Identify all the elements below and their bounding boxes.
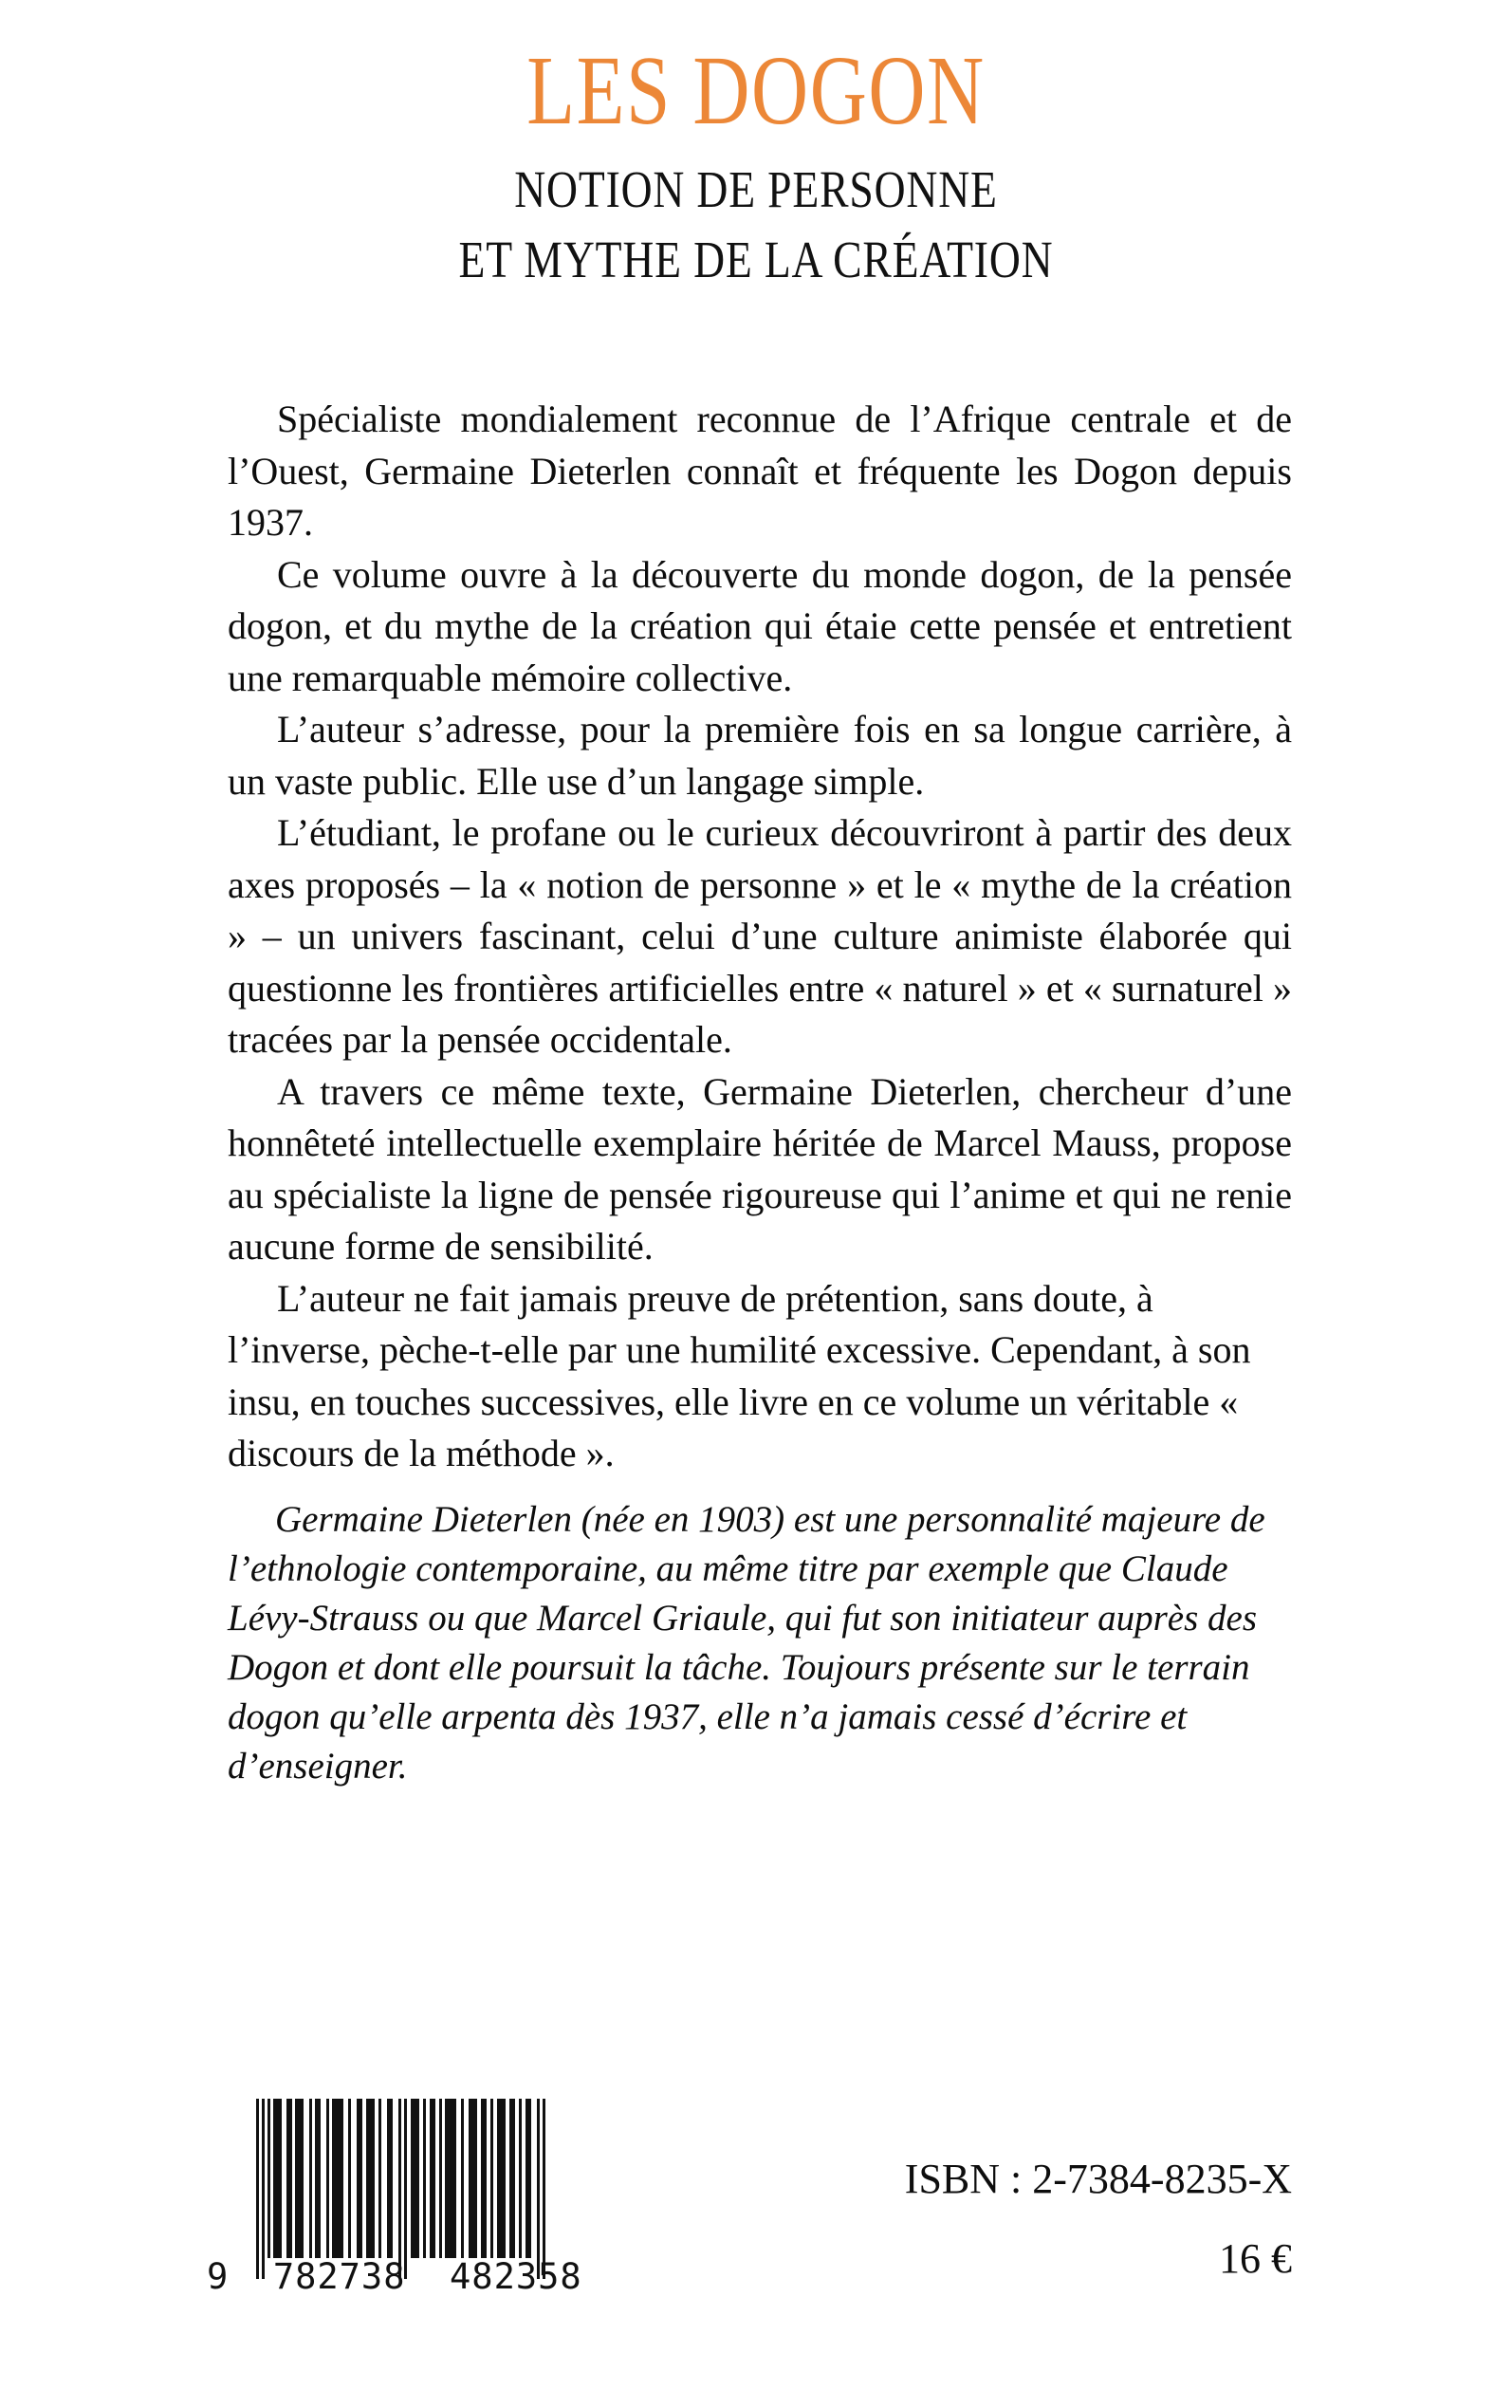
- cover-title-block: [0, 36, 1512, 288]
- blurb-paragraph: L’auteur ne fait jamais preuve de prétention, sans doute, à l’inverse, pèche-t-elle par une humilité excessive. Cependant, à son insu, en touches successives, elle livre en ce volume un véritable « discours de la méthode ».: [228, 1276, 1251, 1474]
- price-label: 16 €: [1219, 2235, 1292, 2282]
- blurb-paragraph: L’auteur s’adresse, pour la première fois en sa longue carrière, à un vaste public. Elle use d’un langage simple.: [228, 708, 1292, 803]
- blurb-paragraph: Spécialiste mondialement reconnue de l’Afrique centrale et de l’Ouest, Germaine Dieterlen connaît et fréquente les Dogon depuis 1937.: [228, 398, 1292, 544]
- page-title: LES DOGON: [526, 36, 986, 145]
- isbn-price-block: [905, 2152, 1292, 2287]
- isbn-label: ISBN : 2-7384-8235-X: [904, 2156, 1292, 2202]
- blurb-paragraph: Ce volume ouvre à la découverte du monde dogon, de la pensée dogon, et du mythe de la création qui étaie cette pensée et entretient une remarquable mémoire collective.: [228, 552, 1292, 699]
- ean13-barcode: [254, 2099, 550, 2279]
- blurb-paragraph: A travers ce même texte, Germaine Dieterlen, chercheur d’une honnêteté intellectuelle exemplaire héritée de Marcel Mauss, propose au spécialiste la ligne de pensée rigoureuse qui l’anime et qui ne renie aucune forme de sensibilité.: [228, 1069, 1292, 1268]
- blurb-text-block: [228, 394, 1292, 1480]
- ean13-barcode-icon: [254, 2099, 550, 2279]
- subtitle-line-1: NOTION DE PERSONNE: [514, 160, 998, 218]
- blurb-paragraph: L’étudiant, le profane ou le curieux découvriront à partir des deux axes proposés – la « notion de personne » et le « mythe de la création » – un univers fascinant, celui d’une culture animiste élaborée qui questionne les frontières artificielles entre « naturel » et « surnaturel » tracées par la pensée occidentale.: [228, 811, 1292, 1061]
- subtitle-line-2: ET MYTHE DE LA CRÉATION: [458, 231, 1054, 288]
- barcode-digits-label: 9 782738 482358: [207, 2256, 582, 2297]
- author-bio-text: Germaine Dieterlen (née en 1903) est une personnalité majeure de l’ethnologie contemporaine, au même titre par exemple que Claude Lévy-Strauss ou que Marcel Griaule, qui fut son initiateur auprès des Dogon et dont elle poursuit la tâche. Toujours présente sur le terrain dogon qu’elle arpenta dès 1937, elle n’a jamais cessé d’écrire et d’enseigner.: [228, 1499, 1265, 1787]
- author-bio-block: [228, 1495, 1292, 1791]
